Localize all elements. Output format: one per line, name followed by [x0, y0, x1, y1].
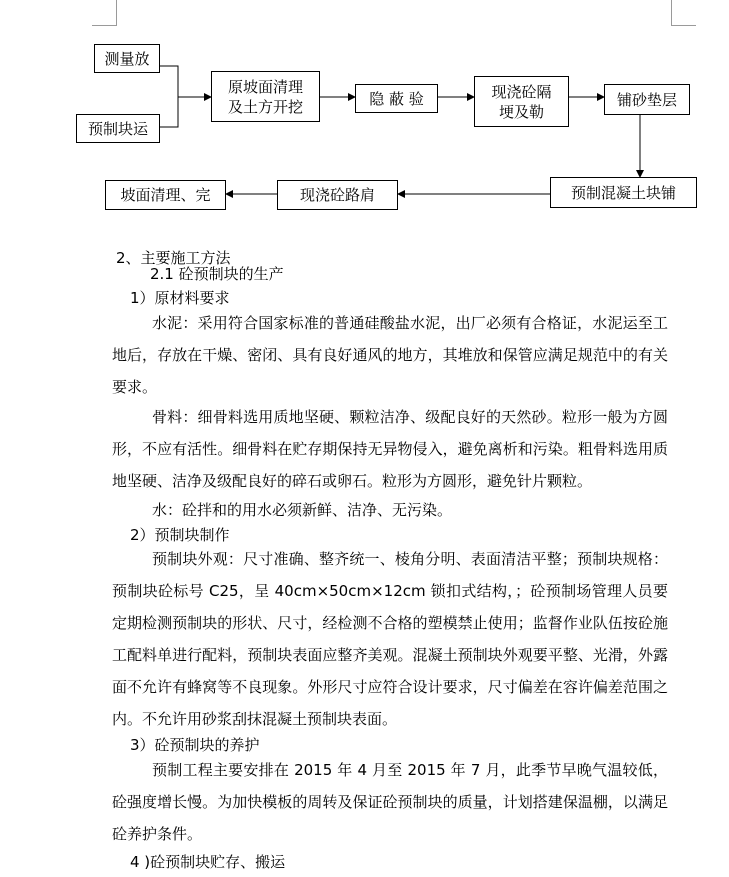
- node-prefab-transport: 预制块运: [76, 114, 160, 143]
- node-hidden-inspection: 隐 蔽 验: [355, 84, 438, 113]
- item3-heading: 3）砼预制块的养护: [130, 736, 260, 754]
- node-cast-shoulder: 现浇砼路肩: [277, 180, 398, 210]
- item2-heading: 2）预制块制作: [130, 526, 230, 544]
- paragraph-cement: 水泥：采用符合国家标准的普通硅酸盐水泥，出厂必须有合格证，水泥运至工地后，存放在干燥、密闭、具有良好通风的地方，其堆放和保管应满足规范中的有关要求。: [112, 314, 668, 396]
- paragraph-water: 水：砼拌和的用水必须新鲜、洁净、无污染。: [152, 501, 453, 519]
- node-sand-cushion: 铺砂垫层: [604, 84, 690, 115]
- connector-survey-merge: [160, 66, 178, 127]
- node-slope-clean: 原坡面清理 及土方开挖: [211, 71, 320, 122]
- section-heading: 2、主要施工方法: [116, 249, 231, 267]
- item1-heading: 1）原材料要求: [130, 289, 230, 307]
- node-slope-finish: 坡面清理、完: [105, 180, 226, 210]
- item4-heading: 4 )砼预制块贮存、搬运: [130, 853, 286, 871]
- node-cast-edge: 现浇砼隔 埂及勒: [474, 76, 569, 127]
- paragraph-curing: 预制工程主要安排在 2015 年 4 月至 2015 年 7 月，此季节早晚气温较低，砼强度增长慢。为加快模板的周转及保证砼预制块的质量，计划搭建保温棚，以满足砼养护条件。: [112, 761, 668, 843]
- node-prefab-lay: 预制混凝土块铺: [550, 177, 697, 208]
- subsection-heading: 2.1 砼预制块的生产: [150, 265, 284, 283]
- paragraph-prefab-making: 预制块外观：尺寸准确、整齐统一、棱角分明、表面清洁平整；预制块规格：预制块砼标号 C25，呈 40cm×50cm×12cm 锁扣式结构，；砼预制场管理人员要定期检测预制块的形状、尺寸，经检测不合格的塑模禁止使用；监督作业队伍按砼施工配料单进行配料，预制块表面应整齐美观。混凝土预制块外观要平整、光滑，外露面不允许有蜂窝等不良现象。外形尺寸应符合设计要求，尺寸偏差在容许偏差范围之内。不允许用砂浆刮抹混凝土预制块表面。: [112, 550, 668, 728]
- paragraph-aggregate: 骨料：细骨料选用质地坚硬、颗粒洁净、级配良好的天然砂。粒形一般为方圆形，不应有活性。细骨料在贮存期保持无异物侵入，避免离析和污染。粗骨料选用质地坚硬、洁净及级配良好的碎石或卵石。粒形为方圆形，避免针片颗粒。: [112, 408, 668, 490]
- node-survey: 测量放: [94, 44, 160, 73]
